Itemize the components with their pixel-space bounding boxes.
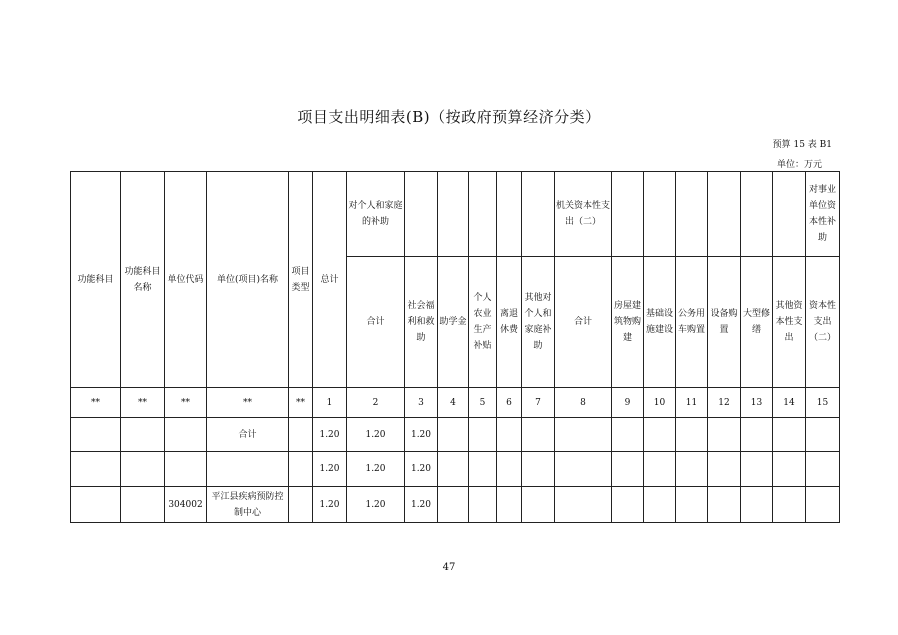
cell-empty [644, 418, 676, 452]
cell-empty [708, 418, 741, 452]
cell-func-name [121, 452, 165, 487]
header-sub-agri: 个人农业生产补贴 [469, 257, 497, 388]
cell-empty [741, 487, 773, 523]
cell-social: 1.20 [405, 452, 438, 487]
header-sub-equipment: 设备购置 [708, 257, 741, 388]
cell-empty [555, 487, 612, 523]
cell-empty [708, 452, 741, 487]
cell-empty [438, 418, 469, 452]
table-reference: 预算 15 表 B1 [772, 140, 832, 150]
cell-type [289, 418, 313, 452]
page-title: 项目支出明细表(B)（按政府预算经济分类） [297, 108, 601, 126]
cell-empty [806, 418, 840, 452]
header-unit-name: 单位(项目)名称 [207, 172, 289, 388]
cell-func [71, 452, 121, 487]
cell-func [71, 418, 121, 452]
cell-empty [438, 452, 469, 487]
header-group-blank-11 [773, 172, 806, 257]
index-cell: 12 [708, 388, 741, 418]
table-row [71, 487, 840, 523]
unit-label: 单位：万元 [776, 160, 822, 170]
cell-empty [469, 418, 497, 452]
header-group-blank-9 [708, 172, 741, 257]
cell-empty [676, 418, 708, 452]
cell-empty [522, 452, 555, 487]
index-cell: 6 [497, 388, 522, 418]
cell-total: 1.20 [313, 418, 347, 452]
header-group-capital-enterprise: 对事业单位资本性补助 [806, 172, 840, 257]
index-cell: 14 [773, 388, 806, 418]
cell-empty [438, 487, 469, 523]
cell-empty [497, 418, 522, 452]
cell-code [165, 452, 207, 487]
cell-name [207, 452, 289, 487]
header-group-blank-4 [497, 172, 522, 257]
cell-empty [497, 452, 522, 487]
index-cell: ** [71, 388, 121, 418]
cell-empty [741, 452, 773, 487]
cell-empty [806, 452, 840, 487]
header-group-blank-6 [612, 172, 644, 257]
header-sub-heji-1: 合计 [347, 257, 405, 388]
index-cell: 1 [313, 388, 347, 418]
cell-heji: 1.20 [347, 452, 405, 487]
index-cell: ** [165, 388, 207, 418]
cell-total: 1.20 [313, 452, 347, 487]
cell-empty [612, 487, 644, 523]
index-cell: ** [289, 388, 313, 418]
cell-empty [522, 487, 555, 523]
cell-heji: 1.20 [347, 487, 405, 523]
cell-empty [644, 487, 676, 523]
index-cell: 13 [741, 388, 773, 418]
header-sub-heji-2: 合计 [555, 257, 612, 388]
header-group-capital-agency: 机关资本性支出（二） [555, 172, 612, 257]
table-row [71, 452, 840, 487]
header-project-type: 项目类型 [289, 172, 313, 388]
index-cell: 2 [347, 388, 405, 418]
index-cell: 4 [438, 388, 469, 418]
cell-empty [676, 452, 708, 487]
expenditure-table [70, 171, 840, 523]
cell-empty [773, 487, 806, 523]
cell-empty [644, 452, 676, 487]
header-group-blank-3 [469, 172, 497, 257]
index-row [71, 388, 840, 418]
cell-empty [773, 452, 806, 487]
cell-func [71, 487, 121, 523]
header-row-1 [71, 172, 840, 257]
cell-empty [741, 418, 773, 452]
cell-empty [708, 487, 741, 523]
header-func-name: 功能科目名称 [121, 172, 165, 388]
header-sub-grant: 助学金 [438, 257, 469, 388]
header-group-blank-1 [405, 172, 438, 257]
header-sub-retire: 离退休费 [497, 257, 522, 388]
index-cell: 5 [469, 388, 497, 418]
cell-social: 1.20 [405, 418, 438, 452]
cell-empty [676, 487, 708, 523]
cell-empty [522, 418, 555, 452]
header-group-blank-8 [676, 172, 708, 257]
cell-type [289, 452, 313, 487]
table-row [71, 418, 840, 452]
header-group-blank-2 [438, 172, 469, 257]
index-cell: 10 [644, 388, 676, 418]
cell-func-name [121, 418, 165, 452]
cell-empty [469, 487, 497, 523]
index-cell: ** [121, 388, 165, 418]
cell-heji: 1.20 [347, 418, 405, 452]
header-sub-other-capital: 其他资本性支出 [773, 257, 806, 388]
cell-name: 合计 [207, 418, 289, 452]
index-cell: 9 [612, 388, 644, 418]
index-cell: 8 [555, 388, 612, 418]
index-cell: 11 [676, 388, 708, 418]
cell-code: 304002 [165, 487, 207, 523]
cell-empty [773, 418, 806, 452]
cell-type [289, 487, 313, 523]
index-cell: 7 [522, 388, 555, 418]
index-cell: ** [207, 388, 289, 418]
header-sub-building: 房屋建筑物购建 [612, 257, 644, 388]
cell-empty [612, 452, 644, 487]
header-unit-code: 单位代码 [165, 172, 207, 388]
cell-total: 1.20 [313, 487, 347, 523]
cell-empty [806, 487, 840, 523]
page-number: 47 [442, 562, 456, 573]
header-sub-repair: 大型修缮 [741, 257, 773, 388]
header-sub-capital-2: 资本性支出（二） [806, 257, 840, 388]
cell-empty [555, 418, 612, 452]
header-group-personal: 对个人和家庭的补助 [347, 172, 405, 257]
header-group-blank-7 [644, 172, 676, 257]
cell-name: 平江县疾病预防控制中心 [207, 487, 289, 523]
cell-code [165, 418, 207, 452]
cell-social: 1.20 [405, 487, 438, 523]
cell-empty [555, 452, 612, 487]
header-total: 总计 [313, 172, 347, 388]
header-sub-other-personal: 其他对个人和家庭补助 [522, 257, 555, 388]
cell-empty [497, 487, 522, 523]
cell-func-name [121, 487, 165, 523]
header-group-blank-10 [741, 172, 773, 257]
header-func-subject: 功能科目 [71, 172, 121, 388]
header-sub-vehicle: 公务用车购置 [676, 257, 708, 388]
header-sub-infra: 基础设施建设 [644, 257, 676, 388]
header-group-blank-5 [522, 172, 555, 257]
header-sub-social: 社会福利和救助 [405, 257, 438, 388]
index-cell: 3 [405, 388, 438, 418]
index-cell: 15 [806, 388, 840, 418]
cell-empty [469, 452, 497, 487]
cell-empty [612, 418, 644, 452]
